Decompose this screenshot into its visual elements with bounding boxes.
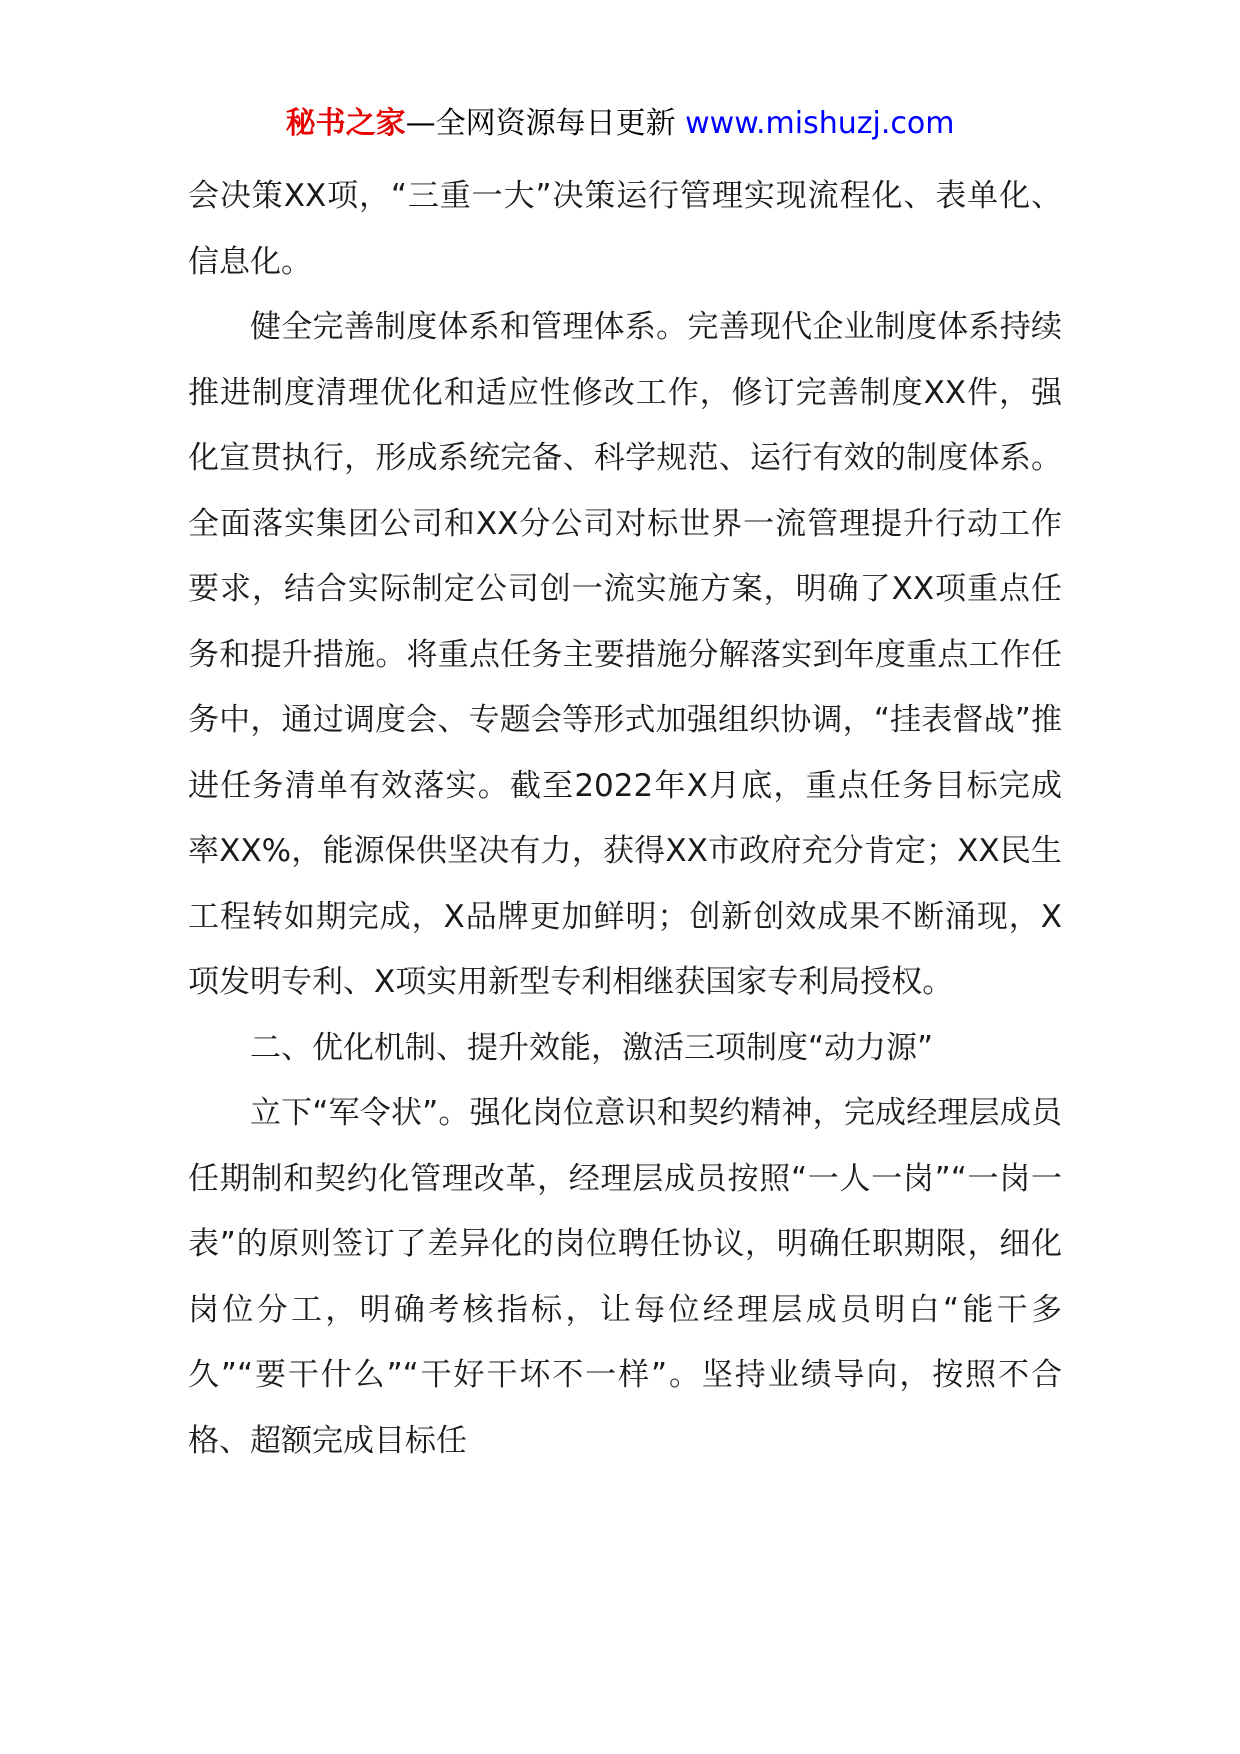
website-link[interactable]: www.mishuzj.com [685,106,955,141]
paragraph-military-order: 立下“军令状”。强化岗位意识和契约精神，完成经理层成员任期制和契约化管理改革，经理层成员按照“一人一岗”“一岗一表”的原则签订了差异化的岗位聘任协议，明确任职期限，细化岗位分工，明确考核指标，让每位经理层成员明白“能干多久”“要干什么”“干好干坏不一样”。坚持业绩导向，按照不合格、超额完成目标任 [188,1095,1062,1459]
section-heading: 二、优化机制、提升效能，激活三项制度“动力源” [250,1029,934,1066]
watermark-header [0,100,1240,148]
paragraph-continued: 会决策XX项，“三重一大”决策运行管理实现流程化、表单化、信息化。 [188,178,1062,280]
header-slogan: —全网资源每日更新 [405,106,686,141]
paragraph-system-building: 健全完善制度体系和管理体系。完善现代企业制度体系持续推进制度清理优化和适应性修改工作，修订完善制度XX件，强化宣贯执行，形成系统完备、科学规范、运行有效的制度体系。全面落实集团公司和XX分公司对标世界一流管理提升行动工作要求，结合实际制定公司创一流实施方案，明确了XX项重点任务和提升措施。将重点任务主要措施分解落实到年度重点工作任务中，通过调度会、专题会等形式加强组织协调，“挂表督战”推进任务清单有效落实。截至2022年X月底，重点任务目标完成率XX%，能源保供坚决有力，获得XX市政府充分肯定；XX民生工程转如期完成，X品牌更加鲜明；创新创效成果不断涌现，X项发明专利、X项实用新型专利相继获国家专利局授权。 [188,309,1062,1000]
document-body [188,164,1062,1474]
brand-name: 秘书之家 [285,106,406,141]
